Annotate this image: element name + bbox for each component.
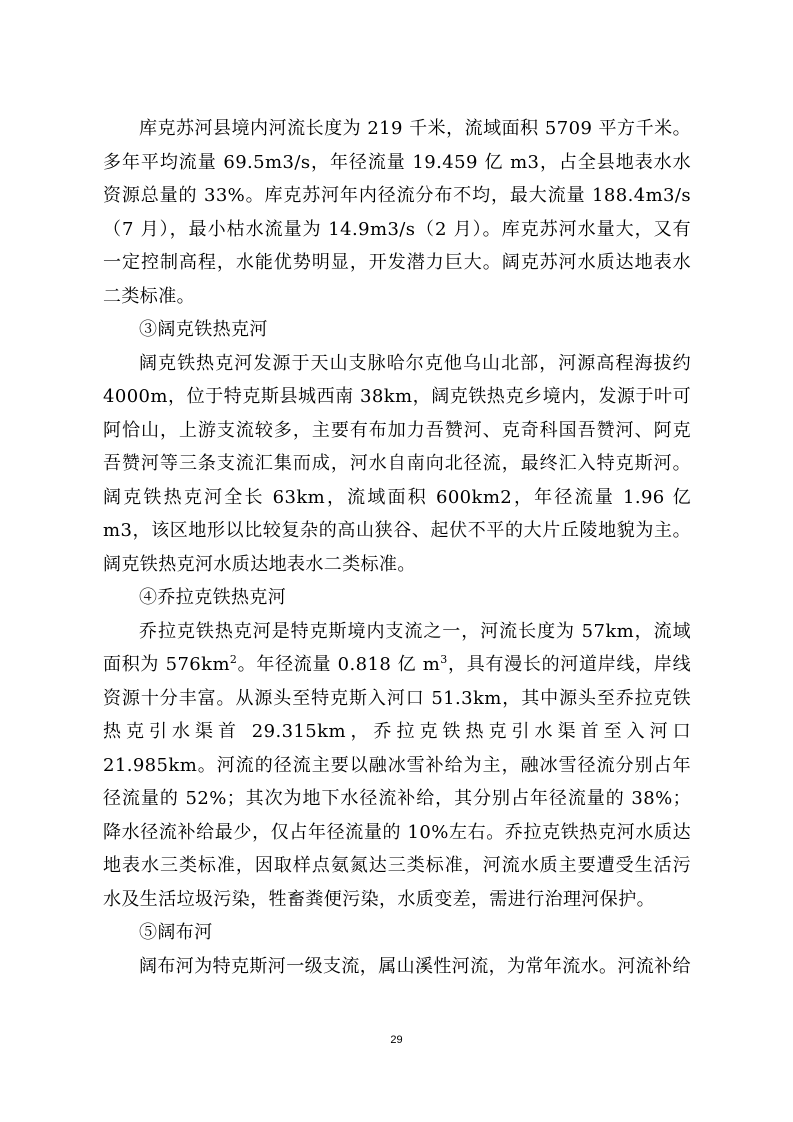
heading-kuoketiereke-river: ③阔克铁热克河 [139,319,268,340]
superscript-volume-unit: 3 [440,653,448,666]
heading-qiaolaketiereke-river: ④乔拉克铁热克河 [139,587,287,608]
heading-kuobu-river: ⑤阔布河 [139,922,213,943]
page-number: 29 [390,1034,403,1046]
paragraph-kuoketiereke-river: 阔克铁热克河发源于天山支脉哈尔克他乌山北部，河源高程海拔约 4000m，位于特克斯县城西南 38km，阔克铁热克乡境内，发源于叶可阿恰山，上游支流较多，主要有布加力吾赞河、克奇科国吾赞河、阿克吾赞河等三条支流汇集而成，河水自南向北径流，最终汇入特克斯河。阔克铁热克河全长 63km，流域面积 600km2，年径流量 1.96 亿 m3，该区地形以比较复杂的高山狭谷、起伏不平的大片丘陵地貌为主。阔克铁热克河水质达地表水二类标准。 [103,352,691,575]
paragraph-text-part: ，具有漫长的河道岸线，岸线资源十分丰富。从源头至特克斯入河口 51.3km，其中源头至乔拉克铁热克引水渠首 29.315km，乔拉克铁热克引水渠首至入河口 21.985km。河流的径流主要以融冰雪补给为主，融冰雪径流分别占年径流量的 52%；其次为地下水径流补给，其分别占年径流量的 38%；降水径流补给最少，仅占年径流量的 10%左右。乔拉克铁热克河水质达地表水三类标准，因取样点氨氮达三类标准，河流水质主要遭受生活污水及生活垃圾污染，牲畜粪便污染，水质变差，需进行治理河保护。 [103,654,691,910]
paragraph-kuobu-river: 阔布河为特克斯河一级支流，属山溪性河流，为常年流水。河流补给 [139,955,691,977]
superscript-area-unit: 2 [229,653,238,666]
paragraph-text-part: 。年径流量 0.818 亿 m [237,654,441,675]
paragraph-qiaolaketiereke-river [103,615,691,917]
document-body [103,112,691,983]
paragraph-kukesu-river: 库克苏河县境内河流长度为 219 千米，流域面积 5709 平方千米。多年平均流量 69.5m3/s，年径流量 19.459 亿 m3，占全县地表水水资源总量的 33%。库克苏河年内径流分布不均，最大流量 188.4m3/s（7 月），最小枯水流量为 14.9m3/s（2 月）。库克苏河水量大，又有一定控制高程，水能优势明显，开发潜力巨大。阔克苏河水质达地表水二类标准。 [103,118,691,307]
paragraph-text-part: 乔拉克铁热克河是特克斯境内支流之一，河流长度为 57km，流域面积为 576km [103,620,691,675]
